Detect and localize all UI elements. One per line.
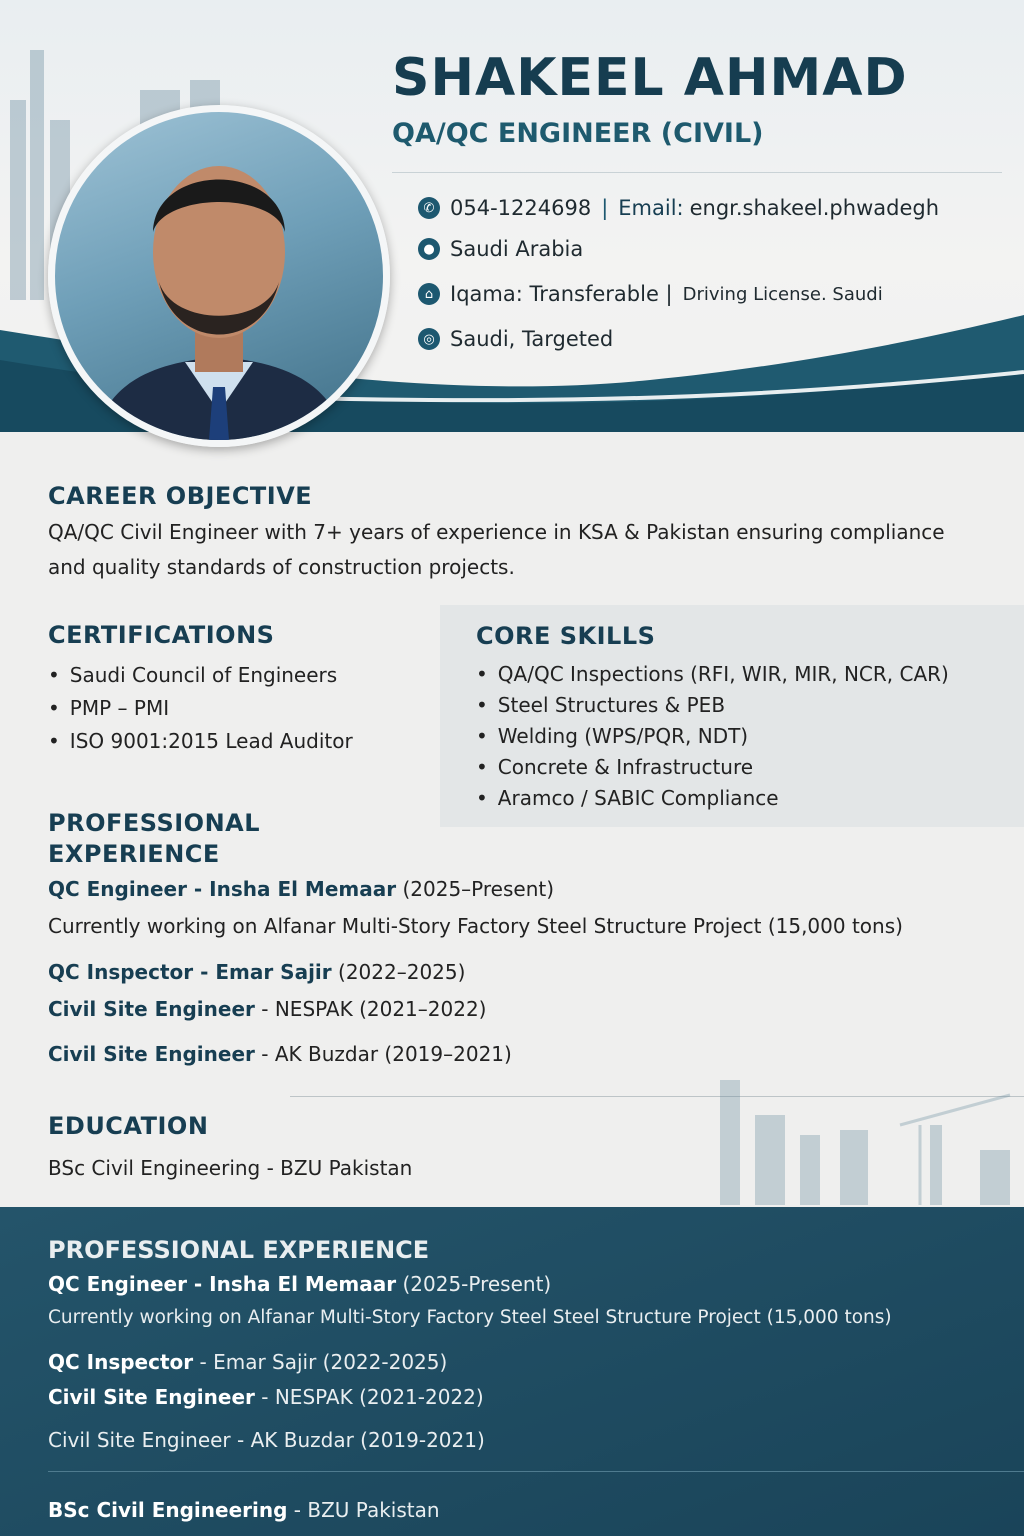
objective-text: QA/QC Civil Engineer with 7+ years of experience in KSA & Pakistan ensuring compliance and quality standards of construction projects. xyxy=(48,520,945,579)
contact-target xyxy=(418,327,613,351)
target-icon: ◎ xyxy=(418,328,440,350)
experience-item xyxy=(48,1042,512,1066)
footer-experience-heading: PROFESSIONAL EXPERIENCE xyxy=(48,1236,430,1264)
skill-item: • QA/QC Inspections (RFI, WIR, MIR, NCR, CAR) xyxy=(476,659,949,690)
skills-heading: CORE SKILLS xyxy=(476,622,656,650)
experience-item xyxy=(48,997,486,1021)
certifications-list xyxy=(48,659,353,758)
job-period: (2025-Present) xyxy=(402,1272,552,1296)
certifications-heading: CERTIFICATIONS xyxy=(48,621,275,649)
job-role: Civil Site Engineer xyxy=(48,1042,255,1066)
footer-experience-item: Civil Site Engineer - AK Buzdar (2019-2021) xyxy=(48,1428,485,1452)
job-period: (2025–Present) xyxy=(402,877,555,901)
job-role: Civil Site Engineer xyxy=(48,997,255,1021)
location-pin-icon: ● xyxy=(418,238,440,260)
footer-experience-item xyxy=(48,1350,447,1374)
job-role: QC Inspector - Emar Sajir xyxy=(48,960,332,984)
phone-number: 054-1224698 xyxy=(450,196,592,220)
city-skyline-graphic xyxy=(680,1075,1024,1205)
certification-item: • PMP – PMI xyxy=(48,692,353,725)
contact-phone-email xyxy=(418,196,939,220)
iqama-status: Iqama: Transferable | xyxy=(450,282,673,306)
experience-item xyxy=(48,877,554,901)
degree: BSc Civil Engineering xyxy=(48,1498,288,1522)
job-description: Currently working on Alfanar Multi-Story Factory Steel Structure Project (15,000 tons) xyxy=(48,914,903,938)
job-company: - AK Buzdar (2019–2021) xyxy=(261,1042,512,1066)
phone-icon: ✆ xyxy=(418,197,440,219)
experience-item xyxy=(48,960,465,984)
skill-item: • Aramco / SABIC Compliance xyxy=(476,783,949,814)
job-company: - NESPAK (2021–2022) xyxy=(261,997,487,1021)
location: Saudi Arabia xyxy=(450,237,584,261)
footer-experience-item xyxy=(48,1272,551,1296)
divider xyxy=(48,1471,1024,1472)
email-address[interactable]: engr.shakeel.phwadegh xyxy=(689,196,940,220)
institution: - BZU Pakistan xyxy=(293,1498,440,1522)
job-role: Civil Site Engineer xyxy=(48,1385,255,1409)
education-heading: EDUCATION xyxy=(48,1112,209,1140)
profile-photo xyxy=(48,105,390,447)
job-company: - NESPAK (2021-2022) xyxy=(261,1385,484,1409)
certification-item: • Saudi Council of Engineers xyxy=(48,659,353,692)
job-role: QC Inspector xyxy=(48,1350,194,1374)
job-role: QC Engineer - Insha El Memaar xyxy=(48,1272,397,1296)
job-title: QA/QC ENGINEER (CIVIL) xyxy=(392,118,764,149)
email-label: Email: xyxy=(618,196,684,220)
footer-education xyxy=(48,1498,440,1522)
skills-list xyxy=(476,659,949,814)
separator: | xyxy=(601,196,609,220)
candidate-name: SHAKEEL AHMAD xyxy=(392,48,908,108)
driving-license: Driving License. Saudi xyxy=(682,283,883,305)
objective-heading: CAREER OBJECTIVE xyxy=(48,482,313,510)
job-company: - Emar Sajir (2022-2025) xyxy=(199,1350,448,1374)
footer-job-description: Currently working on Alfanar Multi-Story Factory Steel Steel Structure Project (15,000 tons) xyxy=(48,1307,892,1328)
certification-item: • ISO 9001:2015 Lead Auditor xyxy=(48,725,353,758)
footer-experience-item xyxy=(48,1385,484,1409)
contact-location xyxy=(418,237,583,261)
skill-item: • Steel Structures & PEB xyxy=(476,690,949,721)
skill-item: • Welding (WPS/PQR, NDT) xyxy=(476,721,949,752)
divider xyxy=(392,172,1002,173)
target-location: Saudi, Targeted xyxy=(450,327,614,351)
skill-item: • Concrete & Infrastructure xyxy=(476,752,949,783)
job-role: QC Engineer - Insha El Memaar xyxy=(48,877,397,901)
id-card-icon: ⌂ xyxy=(418,283,440,305)
job-period: (2022–2025) xyxy=(338,960,466,984)
education-text: BSc Civil Engineering - BZU Pakistan xyxy=(48,1156,413,1180)
contact-iqama xyxy=(418,282,883,306)
experience-heading: PROFESSIONAL EXPERIENCE xyxy=(48,809,261,868)
